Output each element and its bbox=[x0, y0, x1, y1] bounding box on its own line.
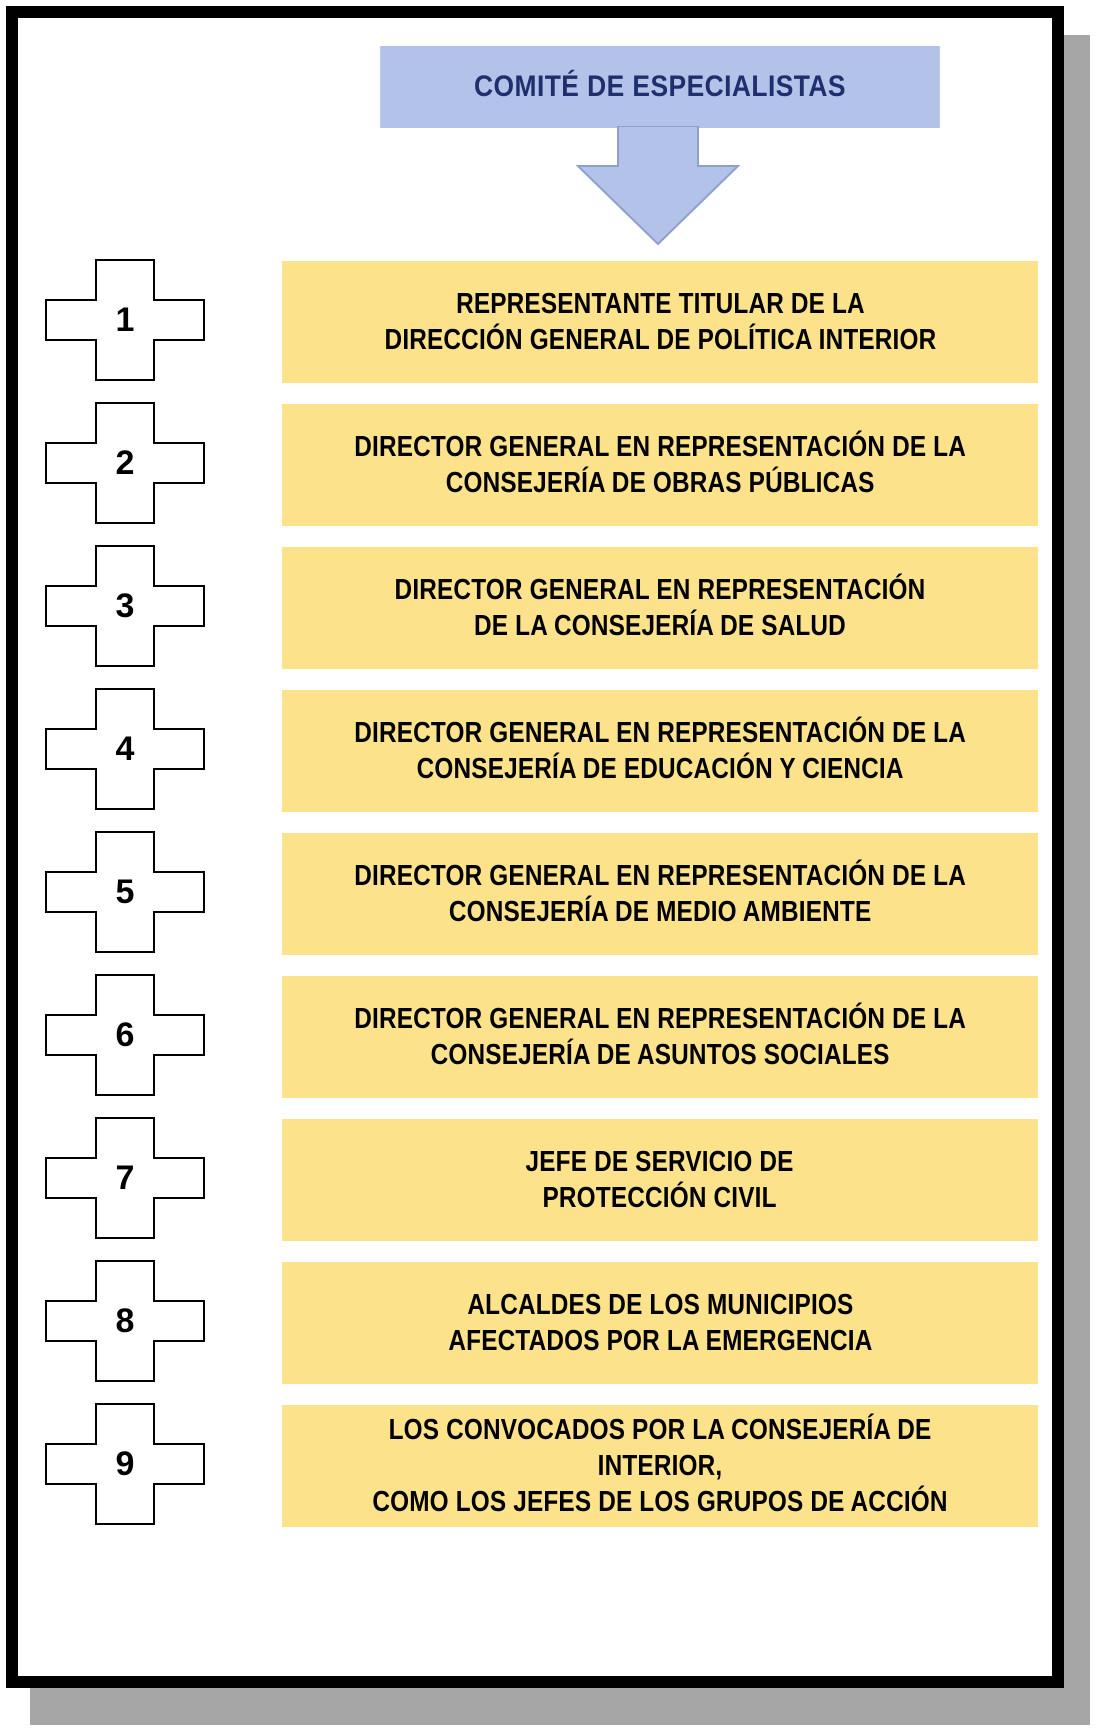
member-box bbox=[282, 1119, 1038, 1241]
committee-member-row bbox=[44, 547, 1040, 669]
member-number: 3 bbox=[115, 586, 135, 625]
member-label: ALCALDES DE LOS MUNICIPIOS AFECTADOS POR LA EMERGENCIA bbox=[447, 1289, 873, 1357]
member-box bbox=[282, 1262, 1038, 1384]
member-label: DIRECTOR GENERAL EN REPRESENTACIÓN DE LA CONSEJERÍA DE ASUNTOS SOCIALES bbox=[354, 1003, 966, 1071]
committee-header bbox=[380, 46, 940, 128]
member-label: JEFE DE SERVICIO DE PROTECCIÓN CIVIL bbox=[525, 1146, 795, 1214]
committee-member-row bbox=[44, 1405, 1040, 1527]
member-number: 4 bbox=[115, 729, 135, 768]
member-label: REPRESENTANTE TITULAR DE LA DIRECCIÓN GENERAL DE POLÍTICA INTERIOR bbox=[384, 288, 936, 356]
member-box bbox=[282, 690, 1038, 812]
committee-member-row bbox=[44, 833, 1040, 955]
member-box bbox=[282, 404, 1038, 526]
committee-member-row bbox=[44, 1262, 1040, 1384]
member-box bbox=[282, 547, 1038, 669]
member-number: 8 bbox=[115, 1301, 135, 1340]
member-number: 5 bbox=[115, 872, 135, 911]
member-label: DIRECTOR GENERAL EN REPRESENTACIÓN DE LA CONSEJERÍA DE MEDIO AMBIENTE bbox=[354, 860, 966, 928]
committee-member-row bbox=[44, 690, 1040, 812]
committee-member-row bbox=[44, 1119, 1040, 1241]
member-number: 6 bbox=[115, 1015, 135, 1054]
member-number: 2 bbox=[115, 443, 135, 482]
committee-member-row bbox=[44, 261, 1040, 383]
member-label: DIRECTOR GENERAL EN REPRESENTACIÓN DE LA CONSEJERÍA DE SALUD bbox=[394, 574, 926, 642]
member-box bbox=[282, 976, 1038, 1098]
down-arrow-icon bbox=[576, 126, 740, 248]
committee-member-row bbox=[44, 404, 1040, 526]
committee-member-row bbox=[44, 976, 1040, 1098]
member-label: LOS CONVOCADOS POR LA CONSEJERÍA DE INTERIOR, COMO LOS JEFES DE LOS GRUPOS DE ACCIÓN bbox=[372, 1414, 948, 1518]
member-box bbox=[282, 1405, 1038, 1527]
member-label: DIRECTOR GENERAL EN REPRESENTACIÓN DE LA CONSEJERÍA DE OBRAS PÚBLICAS bbox=[354, 431, 966, 499]
committee-title: COMITÉ DE ESPECIALISTAS bbox=[474, 70, 846, 103]
member-number: 7 bbox=[115, 1158, 135, 1197]
member-number: 9 bbox=[115, 1444, 135, 1483]
member-number: 1 bbox=[115, 300, 135, 339]
member-label: DIRECTOR GENERAL EN REPRESENTACIÓN DE LA CONSEJERÍA DE EDUCACIÓN Y CIENCIA bbox=[354, 717, 966, 785]
member-box bbox=[282, 833, 1038, 955]
member-box bbox=[282, 261, 1038, 383]
